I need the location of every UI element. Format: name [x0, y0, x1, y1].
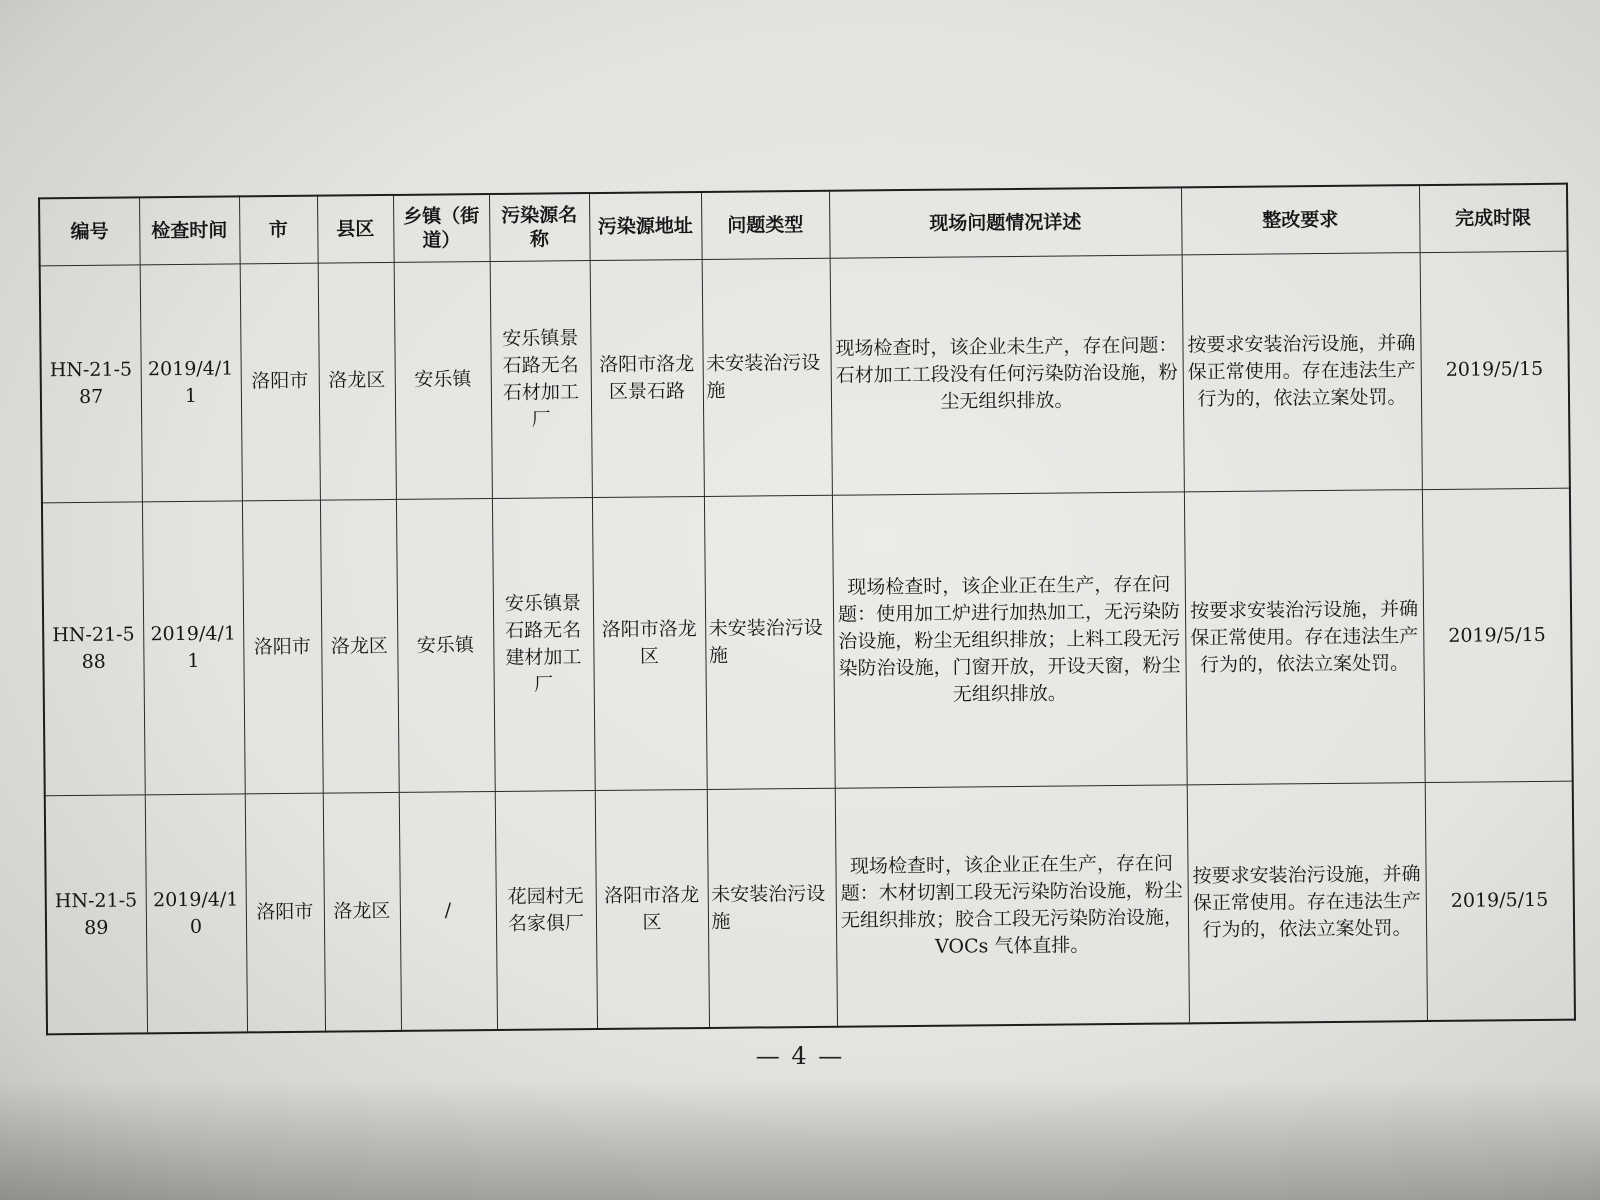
cell-issue-type: 未安装治污设施: [702, 258, 832, 496]
header-address: 污染源地址: [589, 192, 702, 261]
cell-address: 洛阳市洛龙区: [595, 790, 709, 1029]
cell-requirement: 按要求安装治污设施，并确保正常使用。存在违法生产行为的，依法立案处罚。: [1182, 253, 1422, 492]
cell-city: 洛阳市: [242, 500, 323, 794]
cell-check-date: 2019/4/11: [142, 501, 245, 795]
cell-town: 安乐镇: [394, 262, 492, 500]
cell-details: 现场检查时，该企业未生产，存在问题：石材加工工段没有任何污染防治设施，粉尘无组织排放。: [830, 255, 1184, 495]
header-source-name: 污染源名称: [489, 193, 590, 261]
header-district: 县区: [317, 195, 394, 263]
cell-check-date: 2019/4/11: [140, 264, 242, 502]
cell-district: 洛龙区: [320, 499, 399, 793]
header-deadline: 完成时限: [1419, 184, 1568, 253]
header-id: 编号: [39, 197, 140, 265]
header-city: 市: [239, 196, 318, 264]
cell-source-name: 花园村无名家俱厂: [495, 791, 597, 1030]
cell-details: 现场检查时，该企业正在生产，存在问题：使用加工炉进行加热加工，无污染防治设施，粉尘无组织排放；上料工段无污染防治设施，门窗开放，开设天窗，粉尘无组织排放。: [832, 492, 1187, 789]
cell-deadline: 2019/5/15: [1420, 251, 1570, 489]
cell-requirement: 按要求安装治污设施，并确保正常使用。存在违法生产行为的，依法立案处罚。: [1184, 490, 1425, 786]
cell-district: 洛龙区: [318, 262, 396, 500]
cell-address: 洛阳市洛龙区景石路: [590, 259, 704, 497]
inspection-table: [38, 183, 1576, 1036]
cell-details: 现场检查时，该企业正在生产，存在问题：木材切割工段无污染防治设施，粉尘无组织排放；胶合工段无污染防治设施，VOCs 气体直排。: [835, 785, 1189, 1026]
cell-requirement: 按要求安装治污设施，并确保正常使用。存在违法生产行为的，依法立案处罚。: [1187, 783, 1427, 1023]
cell-town: 安乐镇: [396, 498, 495, 792]
cell-deadline: 2019/5/15: [1422, 488, 1573, 783]
cell-district: 洛龙区: [323, 793, 401, 1032]
header-check-date: 检查时间: [139, 196, 240, 264]
page-number: — 4 —: [755, 1042, 845, 1070]
cell-id: HN-21-587: [40, 265, 142, 503]
cell-issue-type: 未安装治污设施: [704, 495, 835, 790]
header-details: 现场问题情况详述: [829, 187, 1182, 258]
table-row: [40, 251, 1570, 503]
header-issue-type: 问题类型: [701, 191, 830, 260]
cell-source-name: 安乐镇景石路无名石材加工厂: [490, 261, 592, 499]
cell-check-date: 2019/4/10: [145, 794, 247, 1033]
header-requirement: 整改要求: [1181, 185, 1420, 255]
report-sheet: [38, 183, 1574, 1036]
cell-deadline: 2019/5/15: [1425, 782, 1575, 1021]
cell-issue-type: 未安装治污设施: [707, 789, 837, 1028]
cell-city: 洛阳市: [240, 263, 320, 501]
header-town: 乡镇（街道）: [393, 194, 490, 262]
cell-id: HN-21-588: [42, 502, 145, 796]
table-row: [42, 488, 1573, 796]
paper-shadow: [0, 1080, 1600, 1200]
table-row: [45, 782, 1575, 1035]
cell-source-name: 安乐镇景石路无名建材加工厂: [492, 497, 595, 791]
cell-id: HN-21-589: [45, 795, 147, 1034]
cell-address: 洛阳市洛龙区: [592, 496, 707, 791]
cell-town: /: [399, 792, 497, 1031]
cell-city: 洛阳市: [245, 794, 325, 1033]
